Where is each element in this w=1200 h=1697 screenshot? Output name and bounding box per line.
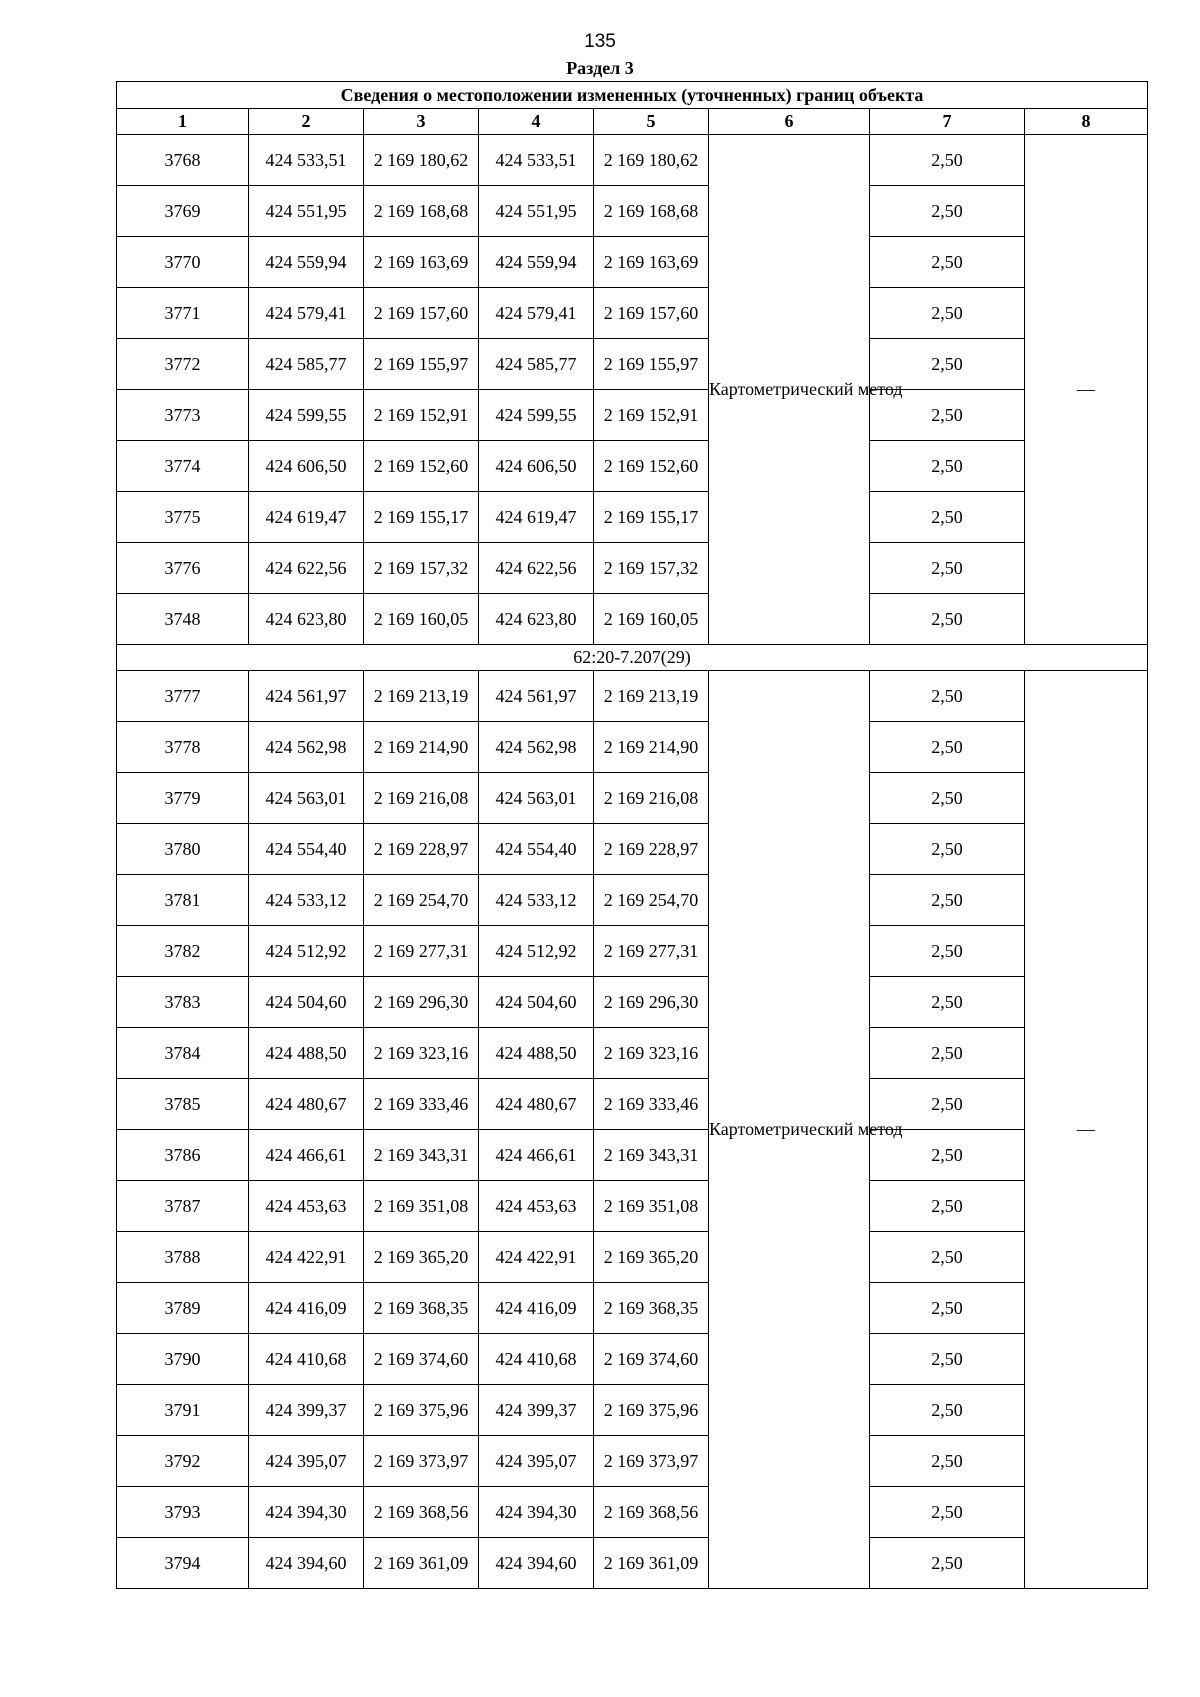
accuracy-cell: 2,50 — [870, 1436, 1025, 1487]
y-coordinate-cell: 2 169 152,91 — [364, 390, 479, 441]
x-coordinate-refined-cell: 424 399,37 — [479, 1385, 594, 1436]
point-number-cell: 3777 — [117, 671, 249, 722]
accuracy-cell: 2,50 — [870, 594, 1025, 645]
point-number-cell: 3793 — [117, 1487, 249, 1538]
column-header-row — [117, 109, 1148, 135]
point-number-cell: 3786 — [117, 1130, 249, 1181]
y-coordinate-cell: 2 169 157,60 — [364, 288, 479, 339]
y-coordinate-cell: 2 169 296,30 — [364, 977, 479, 1028]
y-coordinate-cell: 2 169 254,70 — [364, 875, 479, 926]
x-coordinate-cell: 424 394,60 — [249, 1538, 364, 1589]
y-coordinate-refined-cell: 2 169 168,68 — [594, 186, 709, 237]
column-header-1: 1 — [117, 109, 249, 135]
y-coordinate-refined-cell: 2 169 155,97 — [594, 339, 709, 390]
table-row — [117, 1283, 1148, 1334]
y-coordinate-refined-cell: 2 169 180,62 — [594, 135, 709, 186]
point-number-cell: 3769 — [117, 186, 249, 237]
y-coordinate-cell: 2 169 163,69 — [364, 237, 479, 288]
point-number-cell: 3748 — [117, 594, 249, 645]
x-coordinate-refined-cell: 424 585,77 — [479, 339, 594, 390]
x-coordinate-cell: 424 551,95 — [249, 186, 364, 237]
accuracy-cell: 2,50 — [870, 824, 1025, 875]
y-coordinate-cell: 2 169 214,90 — [364, 722, 479, 773]
y-coordinate-refined-cell: 2 169 228,97 — [594, 824, 709, 875]
x-coordinate-refined-cell: 424 453,63 — [479, 1181, 594, 1232]
x-coordinate-refined-cell: 424 533,12 — [479, 875, 594, 926]
x-coordinate-refined-cell: 424 606,50 — [479, 441, 594, 492]
x-coordinate-refined-cell: 424 551,95 — [479, 186, 594, 237]
point-number-cell: 3780 — [117, 824, 249, 875]
table-row — [117, 1130, 1148, 1181]
accuracy-cell: 2,50 — [870, 1538, 1025, 1589]
x-coordinate-refined-cell: 424 622,56 — [479, 543, 594, 594]
point-number-cell: 3782 — [117, 926, 249, 977]
point-number-cell: 3771 — [117, 288, 249, 339]
y-coordinate-refined-cell: 2 169 152,60 — [594, 441, 709, 492]
column-header-3: 3 — [364, 109, 479, 135]
table-row — [117, 237, 1148, 288]
x-coordinate-refined-cell: 424 561,97 — [479, 671, 594, 722]
accuracy-cell: 2,50 — [870, 1079, 1025, 1130]
point-number-cell: 3792 — [117, 1436, 249, 1487]
y-coordinate-refined-cell: 2 169 374,60 — [594, 1334, 709, 1385]
x-coordinate-refined-cell: 424 480,67 — [479, 1079, 594, 1130]
table-row — [117, 594, 1148, 645]
page-number: 135 — [584, 31, 616, 52]
table-row — [117, 441, 1148, 492]
x-coordinate-refined-cell: 424 395,07 — [479, 1436, 594, 1487]
x-coordinate-refined-cell: 424 579,41 — [479, 288, 594, 339]
y-coordinate-refined-cell: 2 169 361,09 — [594, 1538, 709, 1589]
y-coordinate-refined-cell: 2 169 157,60 — [594, 288, 709, 339]
point-number-cell: 3778 — [117, 722, 249, 773]
column-header-2: 2 — [249, 109, 364, 135]
y-coordinate-cell: 2 169 157,32 — [364, 543, 479, 594]
accuracy-cell: 2,50 — [870, 1130, 1025, 1181]
x-coordinate-refined-cell: 424 394,60 — [479, 1538, 594, 1589]
x-coordinate-refined-cell: 424 563,01 — [479, 773, 594, 824]
table-row — [117, 339, 1148, 390]
y-coordinate-refined-cell: 2 169 214,90 — [594, 722, 709, 773]
y-coordinate-refined-cell: 2 169 216,08 — [594, 773, 709, 824]
point-number-cell: 3774 — [117, 441, 249, 492]
accuracy-cell: 2,50 — [870, 339, 1025, 390]
y-coordinate-refined-cell: 2 169 277,31 — [594, 926, 709, 977]
accuracy-cell: 2,50 — [870, 1232, 1025, 1283]
accuracy-cell: 2,50 — [870, 492, 1025, 543]
x-coordinate-refined-cell: 424 416,09 — [479, 1283, 594, 1334]
y-coordinate-cell: 2 169 374,60 — [364, 1334, 479, 1385]
table-row — [117, 824, 1148, 875]
table-body — [117, 82, 1148, 1589]
table-row — [117, 977, 1148, 1028]
y-coordinate-refined-cell: 2 169 152,91 — [594, 390, 709, 441]
x-coordinate-cell: 424 512,92 — [249, 926, 364, 977]
table-row — [117, 492, 1148, 543]
accuracy-cell: 2,50 — [870, 773, 1025, 824]
y-coordinate-refined-cell: 2 169 333,46 — [594, 1079, 709, 1130]
x-coordinate-cell: 424 504,60 — [249, 977, 364, 1028]
point-number-cell: 3789 — [117, 1283, 249, 1334]
x-coordinate-refined-cell: 424 504,60 — [479, 977, 594, 1028]
x-coordinate-refined-cell: 424 554,40 — [479, 824, 594, 875]
point-number-cell: 3772 — [117, 339, 249, 390]
accuracy-cell: 2,50 — [870, 722, 1025, 773]
point-number-cell: 3790 — [117, 1334, 249, 1385]
point-number-cell: 3768 — [117, 135, 249, 186]
accuracy-cell: 2,50 — [870, 1028, 1025, 1079]
x-coordinate-refined-cell: 424 394,30 — [479, 1487, 594, 1538]
y-coordinate-refined-cell: 2 169 163,69 — [594, 237, 709, 288]
x-coordinate-refined-cell: 424 599,55 — [479, 390, 594, 441]
y-coordinate-refined-cell: 2 169 375,96 — [594, 1385, 709, 1436]
y-coordinate-cell: 2 169 277,31 — [364, 926, 479, 977]
point-number-cell: 3779 — [117, 773, 249, 824]
table-row — [117, 1385, 1148, 1436]
boundary-table — [116, 81, 1148, 1589]
y-coordinate-cell: 2 169 213,19 — [364, 671, 479, 722]
y-coordinate-refined-cell: 2 169 368,56 — [594, 1487, 709, 1538]
y-coordinate-cell: 2 169 351,08 — [364, 1181, 479, 1232]
section-title: Раздел 3 — [566, 58, 634, 78]
column-header-7: 7 — [870, 109, 1025, 135]
x-coordinate-cell: 424 416,09 — [249, 1283, 364, 1334]
parcel-id: 62:20-7.207(29) — [117, 645, 1148, 671]
y-coordinate-refined-cell: 2 169 213,19 — [594, 671, 709, 722]
table-row — [117, 773, 1148, 824]
accuracy-cell: 2,50 — [870, 186, 1025, 237]
point-number-cell: 3773 — [117, 390, 249, 441]
x-coordinate-cell: 424 466,61 — [249, 1130, 364, 1181]
y-coordinate-cell: 2 169 365,20 — [364, 1232, 479, 1283]
y-coordinate-cell: 2 169 323,16 — [364, 1028, 479, 1079]
x-coordinate-cell: 424 395,07 — [249, 1436, 364, 1487]
accuracy-cell: 2,50 — [870, 237, 1025, 288]
x-coordinate-cell: 424 585,77 — [249, 339, 364, 390]
x-coordinate-cell: 424 394,30 — [249, 1487, 364, 1538]
x-coordinate-cell: 424 422,91 — [249, 1232, 364, 1283]
x-coordinate-cell: 424 561,97 — [249, 671, 364, 722]
x-coordinate-cell: 424 599,55 — [249, 390, 364, 441]
column-header-5: 5 — [594, 109, 709, 135]
table-caption-row — [117, 82, 1148, 109]
table-row — [117, 288, 1148, 339]
accuracy-cell: 2,50 — [870, 926, 1025, 977]
y-coordinate-cell: 2 169 155,17 — [364, 492, 479, 543]
accuracy-cell: 2,50 — [870, 1283, 1025, 1334]
accuracy-cell: 2,50 — [870, 1487, 1025, 1538]
accuracy-cell: 2,50 — [870, 288, 1025, 339]
y-coordinate-cell: 2 169 152,60 — [364, 441, 479, 492]
y-coordinate-cell: 2 169 343,31 — [364, 1130, 479, 1181]
x-coordinate-cell: 424 606,50 — [249, 441, 364, 492]
table-row — [117, 1028, 1148, 1079]
table-row — [117, 1538, 1148, 1589]
y-coordinate-cell: 2 169 216,08 — [364, 773, 479, 824]
table-row — [117, 722, 1148, 773]
method-cell: Картометрический метод — [709, 671, 870, 1589]
x-coordinate-refined-cell: 424 466,61 — [479, 1130, 594, 1181]
accuracy-cell: 2,50 — [870, 441, 1025, 492]
y-coordinate-refined-cell: 2 169 155,17 — [594, 492, 709, 543]
x-coordinate-cell: 424 399,37 — [249, 1385, 364, 1436]
y-coordinate-cell: 2 169 373,97 — [364, 1436, 479, 1487]
y-coordinate-cell: 2 169 368,35 — [364, 1283, 479, 1334]
y-coordinate-refined-cell: 2 169 160,05 — [594, 594, 709, 645]
y-coordinate-refined-cell: 2 169 365,20 — [594, 1232, 709, 1283]
y-coordinate-cell: 2 169 155,97 — [364, 339, 479, 390]
accuracy-cell: 2,50 — [870, 977, 1025, 1028]
method-cell: Картометрический метод — [709, 135, 870, 645]
point-number-cell: 3785 — [117, 1079, 249, 1130]
column-8-cell: — — [1025, 671, 1148, 1589]
y-coordinate-cell: 2 169 375,96 — [364, 1385, 479, 1436]
x-coordinate-cell: 424 453,63 — [249, 1181, 364, 1232]
accuracy-cell: 2,50 — [870, 1385, 1025, 1436]
table-row — [117, 671, 1148, 722]
accuracy-cell: 2,50 — [870, 135, 1025, 186]
x-coordinate-cell: 424 563,01 — [249, 773, 364, 824]
accuracy-cell: 2,50 — [870, 543, 1025, 594]
point-number-cell: 3784 — [117, 1028, 249, 1079]
table-row — [117, 186, 1148, 237]
point-number-cell: 3788 — [117, 1232, 249, 1283]
x-coordinate-cell: 424 533,12 — [249, 875, 364, 926]
y-coordinate-refined-cell: 2 169 351,08 — [594, 1181, 709, 1232]
x-coordinate-cell: 424 480,67 — [249, 1079, 364, 1130]
y-coordinate-cell: 2 169 333,46 — [364, 1079, 479, 1130]
table-row — [117, 1487, 1148, 1538]
accuracy-cell: 2,50 — [870, 390, 1025, 441]
point-number-cell: 3776 — [117, 543, 249, 594]
table-row — [117, 135, 1148, 186]
point-number-cell: 3781 — [117, 875, 249, 926]
parcel-id-row — [117, 645, 1148, 671]
table-row — [117, 390, 1148, 441]
y-coordinate-cell: 2 169 361,09 — [364, 1538, 479, 1589]
x-coordinate-refined-cell: 424 422,91 — [479, 1232, 594, 1283]
column-header-8: 8 — [1025, 109, 1148, 135]
y-coordinate-cell: 2 169 168,68 — [364, 186, 479, 237]
point-number-cell: 3794 — [117, 1538, 249, 1589]
table-row — [117, 926, 1148, 977]
point-number-cell: 3770 — [117, 237, 249, 288]
table-row — [117, 1232, 1148, 1283]
column-header-6: 6 — [709, 109, 870, 135]
y-coordinate-refined-cell: 2 169 323,16 — [594, 1028, 709, 1079]
x-coordinate-refined-cell: 424 562,98 — [479, 722, 594, 773]
x-coordinate-refined-cell: 424 623,80 — [479, 594, 594, 645]
column-8-cell: — — [1025, 135, 1148, 645]
table-caption: Сведения о местоположении измененных (уточненных) границ объекта — [117, 82, 1148, 109]
x-coordinate-refined-cell: 424 410,68 — [479, 1334, 594, 1385]
accuracy-cell: 2,50 — [870, 671, 1025, 722]
x-coordinate-refined-cell: 424 559,94 — [479, 237, 594, 288]
accuracy-cell: 2,50 — [870, 875, 1025, 926]
point-number-cell: 3783 — [117, 977, 249, 1028]
y-coordinate-refined-cell: 2 169 157,32 — [594, 543, 709, 594]
accuracy-cell: 2,50 — [870, 1181, 1025, 1232]
table-row — [117, 1436, 1148, 1487]
y-coordinate-refined-cell: 2 169 254,70 — [594, 875, 709, 926]
x-coordinate-cell: 424 488,50 — [249, 1028, 364, 1079]
y-coordinate-refined-cell: 2 169 368,35 — [594, 1283, 709, 1334]
table-row — [117, 1079, 1148, 1130]
accuracy-cell: 2,50 — [870, 1334, 1025, 1385]
y-coordinate-cell: 2 169 368,56 — [364, 1487, 479, 1538]
y-coordinate-refined-cell: 2 169 373,97 — [594, 1436, 709, 1487]
x-coordinate-cell: 424 579,41 — [249, 288, 364, 339]
y-coordinate-cell: 2 169 228,97 — [364, 824, 479, 875]
y-coordinate-refined-cell: 2 169 343,31 — [594, 1130, 709, 1181]
x-coordinate-cell: 424 623,80 — [249, 594, 364, 645]
table-row — [117, 1181, 1148, 1232]
point-number-cell: 3775 — [117, 492, 249, 543]
point-number-cell: 3791 — [117, 1385, 249, 1436]
point-number-cell: 3787 — [117, 1181, 249, 1232]
x-coordinate-cell: 424 619,47 — [249, 492, 364, 543]
table-row — [117, 1334, 1148, 1385]
x-coordinate-refined-cell: 424 619,47 — [479, 492, 594, 543]
column-header-4: 4 — [479, 109, 594, 135]
x-coordinate-cell: 424 533,51 — [249, 135, 364, 186]
y-coordinate-cell: 2 169 180,62 — [364, 135, 479, 186]
x-coordinate-cell: 424 559,94 — [249, 237, 364, 288]
table-row — [117, 875, 1148, 926]
y-coordinate-cell: 2 169 160,05 — [364, 594, 479, 645]
x-coordinate-cell: 424 410,68 — [249, 1334, 364, 1385]
x-coordinate-refined-cell: 424 512,92 — [479, 926, 594, 977]
y-coordinate-refined-cell: 2 169 296,30 — [594, 977, 709, 1028]
table-row — [117, 543, 1148, 594]
x-coordinate-refined-cell: 424 488,50 — [479, 1028, 594, 1079]
x-coordinate-refined-cell: 424 533,51 — [479, 135, 594, 186]
x-coordinate-cell: 424 562,98 — [249, 722, 364, 773]
x-coordinate-cell: 424 622,56 — [249, 543, 364, 594]
x-coordinate-cell: 424 554,40 — [249, 824, 364, 875]
